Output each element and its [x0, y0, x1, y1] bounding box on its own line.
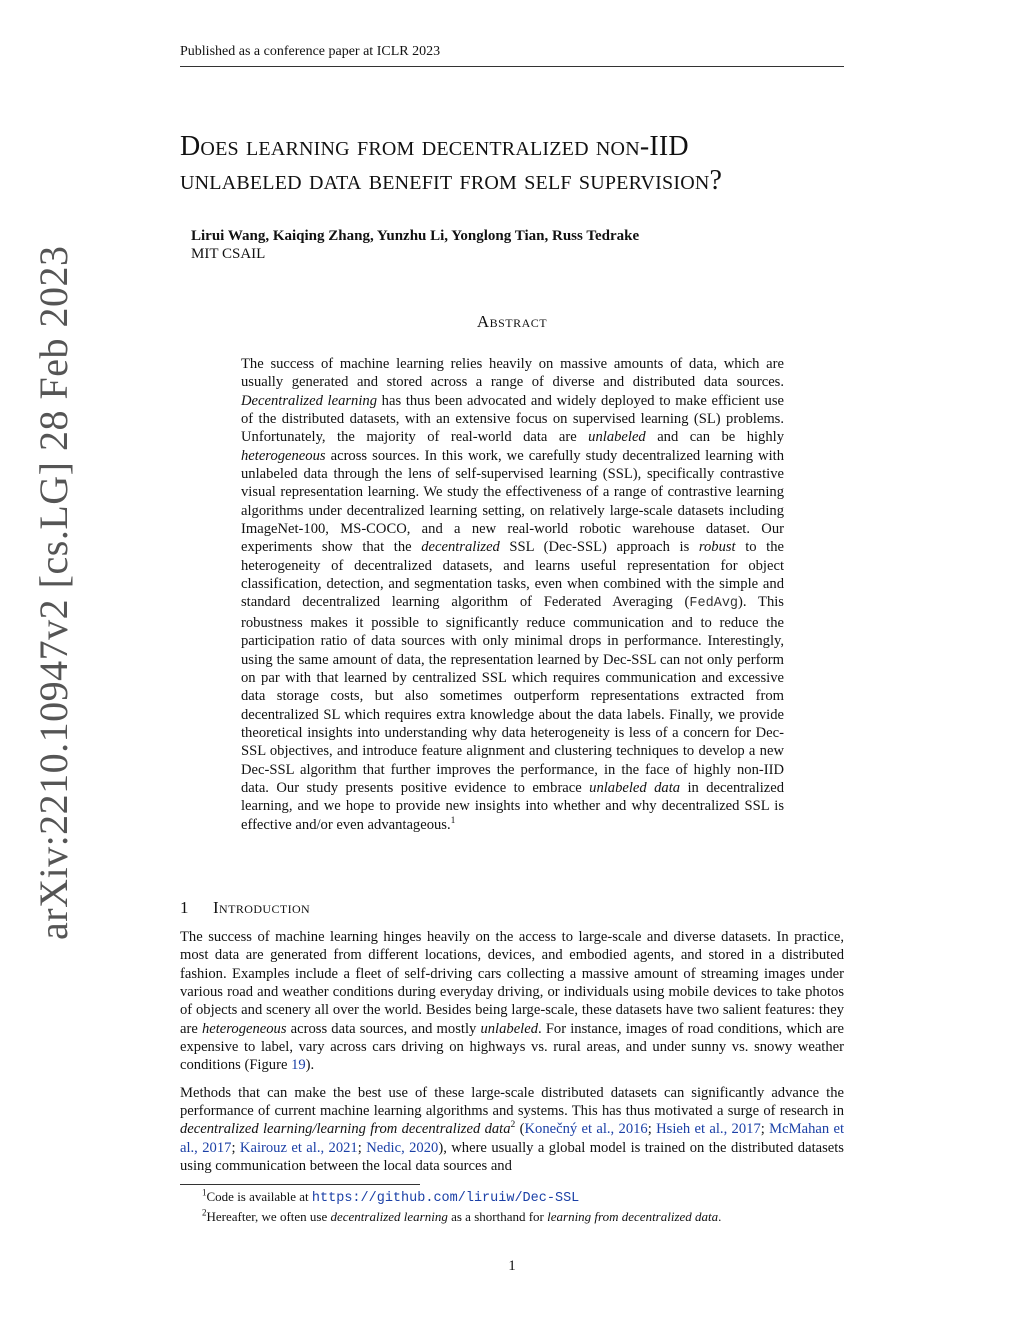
intro-emphasis: decentralized learning/learning from decentralized data [180, 1121, 511, 1138]
abstract-text: ). This robustness makes it possible to significantly reduce communication and to reduce the participation ratio of data sources with only minimal drops in performance. Interestingly, using the same amount of data, the representation learned by Dec-SSL can not only perform on par with that learned by centralized SSL which requires communication and excessive data storage costs, but also sometimes outperform representations extracted from decentralized SL which requires extra knowledge about the data labels. Finally, we provide theoretical insights into understanding why data heterogeneity is less of a concern for Dec-SSL objectives, and introduce feature alignment and clustering techniques to develop a new Dec-SSL algorithm that further improves the performance, in the face of highly non-IID data. Our study presents positive evidence to embrace [241, 594, 784, 796]
intro-text: ). [305, 1057, 315, 1074]
citation-link[interactable]: Kairouz et al., 2021 [239, 1139, 358, 1156]
abstract-emphasis: decentralized [421, 539, 500, 556]
footnote-number: 1 [202, 1187, 207, 1198]
abstract-heading: Abstract [476, 312, 548, 331]
footnote-2 [202, 1208, 842, 1226]
section-title: Introduction [213, 898, 311, 917]
author-list: Lirui Wang, Kaiqing Zhang, Yunzhu Li, Yonglong Tian, Russ Tedrake [191, 228, 640, 244]
footnote-text: Code is available at [206, 1189, 312, 1204]
footnote-marker[interactable]: 2 [510, 1120, 516, 1131]
title-line1-end: IID [649, 131, 689, 162]
footnote-1 [202, 1188, 842, 1208]
citation-separator: ; [231, 1139, 240, 1156]
footnote-text: . [718, 1209, 722, 1224]
affiliation: MIT CSAIL [191, 246, 266, 262]
footnote-text: as a shorthand for [447, 1209, 548, 1224]
footnotes [202, 1188, 842, 1226]
title-line1: oes learning from decentralized non- [200, 131, 650, 162]
citation-link[interactable]: McMahan et al., 2017 [180, 1121, 845, 1156]
abstract-text: to the heterogeneity of decentralized datasets, and learns useful representation for object classification, detection, and segmentation tasks, even when combined with the simple and standard decentralized learning algorithm of Federated Averaging ( [241, 539, 784, 611]
figure-link[interactable]: 19 [291, 1057, 306, 1074]
abstract-emphasis: unlabeled data [589, 779, 681, 796]
abstract-text: across sources. In this work, we carefully study decentralized learning with unlabeled data through the lens of self-supervised learning (SSL), specifically contrastive visual representation learning. We study the effectiveness of a range of contrastive learning algorithms under decentralized learning setting, on relatively large-scale datasets including ImageNet-100, MS-COCO, and a new real-world robotic warehouse dataset. Our experiments show that the [241, 447, 784, 556]
citation-link[interactable]: Nedic, 2020 [366, 1139, 439, 1156]
footnote-rule [180, 1184, 420, 1185]
abstract-body [241, 355, 784, 834]
title-initial: D [180, 131, 201, 162]
arxiv-identifier-stamp: arXiv:2210.10947v2 [cs.LG] 28 Feb 2023 [31, 245, 76, 940]
citation-link[interactable]: Hsieh et al., 2017 [656, 1121, 761, 1138]
intro-emphasis: heterogeneous [201, 1020, 287, 1037]
intro-text: across data sources, and mostly [286, 1020, 481, 1037]
abstract-text: has thus been advocated and widely deployed to make efficient use of the distributed datasets, with an extensive focus on supervised learning (SL) problems. Unfortunately, the majority of real-world data are [241, 392, 784, 446]
citation-separator: ; [647, 1121, 657, 1138]
intro-paragraph [180, 928, 844, 1075]
footnote-marker[interactable]: 1 [450, 815, 456, 826]
footnote-number: 2 [202, 1207, 207, 1218]
abstract-text: in decentralized learning, and we hope to provide new insights into whether and why decentralized SSL is effective and/or even advantageous. [241, 779, 784, 833]
paper-title [180, 130, 844, 198]
page-number: 1 [508, 1258, 516, 1274]
abstract-text: The success of machine learning relies heavily on massive amounts of data, which are usually generated and stored across a range of diverse and distributed data sources. [241, 356, 784, 391]
intro-text: ( [515, 1121, 525, 1138]
citation-separator: ; [760, 1121, 770, 1138]
title-line2: unlabeled data benefit from self supervision [180, 165, 710, 196]
abstract-text: SSL (Dec-SSL) approach is [499, 539, 699, 556]
intro-emphasis: unlabeled [480, 1020, 539, 1037]
introduction-body [180, 928, 844, 1184]
code-fedavg: FedAvg [689, 596, 739, 612]
intro-text: . For instance, images of road conditions, which are expensive to label, vary across cars driving on highways vs. rural areas, and under sunny vs. snowy weather conditions (Figure [180, 1020, 844, 1074]
abstract-emphasis: robust [698, 539, 736, 556]
footnote-emphasis: learning from decentralized data [547, 1209, 719, 1224]
footnote-emphasis: decentralized learning [330, 1209, 448, 1224]
header-rule [180, 66, 844, 67]
intro-text: ), where usually a global model is trained on the distributed datasets using communication between the local data sources and [180, 1139, 844, 1175]
intro-text: The success of machine learning hinges heavily on the access to large-scale and diverse datasets. In practice, most data are generated from different locations, devices, and embodied agents, and stored in a distributed fashion. Examples include a fleet of self-driving cars collecting a massive amount of streaming images under various road and weather conditions during everyday driving, or individuals using mobile devices to take photos of objects and scenery all over the world. Besides being large-scale, these datasets have two salient features: they are [180, 929, 844, 1037]
citation-link[interactable]: Konečný et al., 2016 [524, 1121, 648, 1138]
code-repo-link[interactable]: https://github.com/liruiw/Dec-SSL [311, 1191, 580, 1206]
abstract-emphasis: unlabeled [588, 429, 646, 446]
abstract-emphasis: Decentralized learning [241, 392, 377, 409]
citation-separator: ; [357, 1139, 367, 1156]
running-header: Published as a conference paper at ICLR 2023 [180, 44, 441, 59]
abstract-emphasis: heterogeneous [241, 447, 326, 464]
intro-text: Methods that can make the best use of these large-scale distributed datasets can significantly advance the performance of current machine learning algorithms and systems. This has thus motivated a surge of research in [180, 1084, 844, 1120]
title-line2-end: ? [709, 165, 723, 196]
section-heading-introduction [180, 898, 310, 918]
footnote-text: Hereafter, we often use [206, 1209, 331, 1224]
intro-paragraph [180, 1084, 844, 1176]
abstract-text: and can be highly [645, 429, 784, 446]
section-number: 1 [180, 898, 189, 917]
